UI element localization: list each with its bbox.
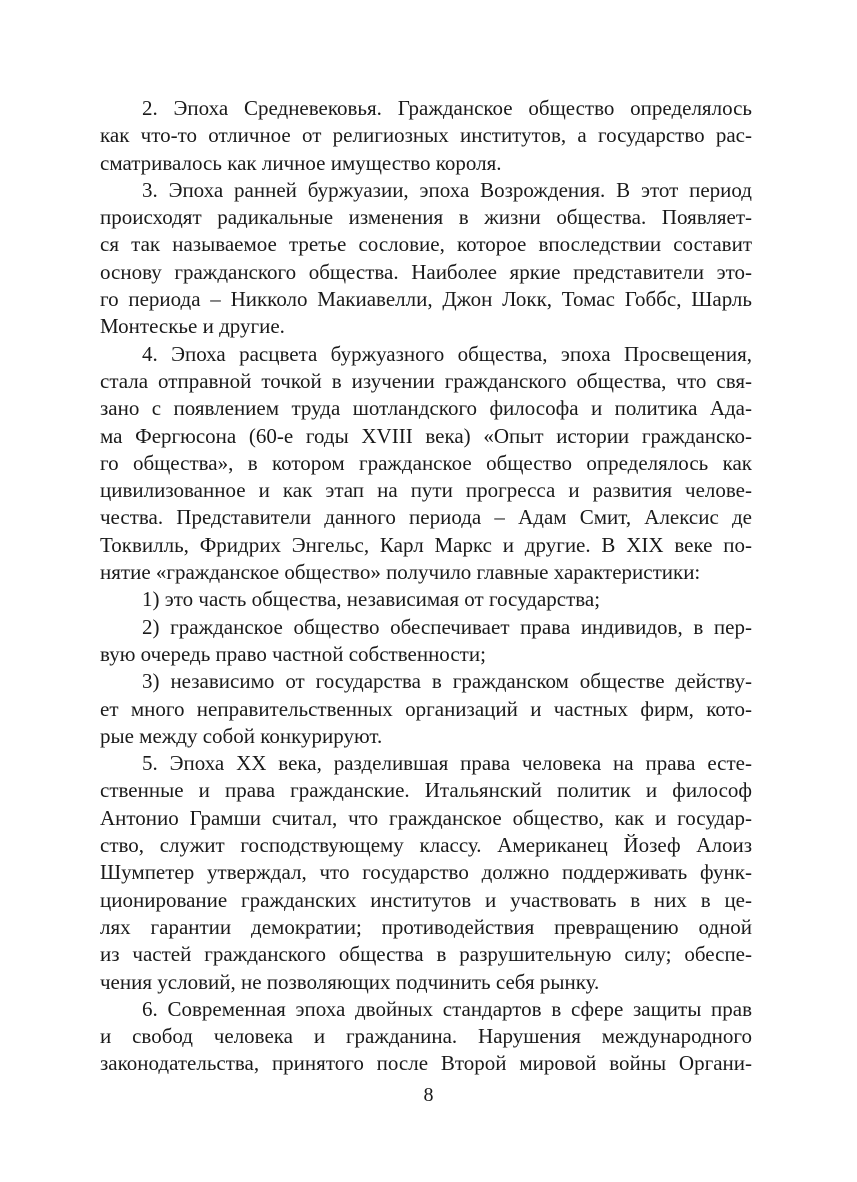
text-line: Антонио Грамши считал, что гражданское общество, как и государ- <box>100 805 752 830</box>
text-line: 3) независимо от государства в гражданском обществе действу- <box>142 669 752 694</box>
text-line: и свобод человека и гражданина. Нарушения международного <box>100 1024 752 1049</box>
text-line: сматривалось как личное имущество короля. <box>100 150 502 175</box>
text-line: ство, служит господствующему классу. Американец Йозеф Алоиз <box>100 833 752 858</box>
text-line: Шумпетер утверждал, что государство должно поддерживать функ- <box>100 860 752 885</box>
text-line: го общества», в котором гражданское общество определялось как <box>100 450 752 475</box>
text-line: стала отправной точкой в изучении гражданского общества, что свя- <box>100 368 752 393</box>
text-line: лях гарантии демократии; противодействия превращению одной <box>100 914 752 939</box>
text-line: 6. Современная эпоха двойных стандартов в сфере защиты прав <box>142 996 752 1021</box>
text-line: 5. Эпоха XX века, разделившая права человека на права есте- <box>142 751 752 776</box>
text-line: как что-то отличное от религиозных институтов, а государство рас- <box>100 123 752 148</box>
text-line: происходят радикальные изменения в жизни общества. Появляет- <box>100 205 752 230</box>
text-line: го периода – Никколо Макиавелли, Джон Локк, Томас Гоббс, Шарль <box>100 287 752 312</box>
text-line: Токвилль, Фридрих Энгельс, Карл Маркс и другие. В XIX веке по- <box>100 532 752 557</box>
paragraph <box>100 668 752 750</box>
text-line: 2. Эпоха Средневековья. Гражданское общество определялось <box>142 96 752 120</box>
text-line: цивилизованное и как этап на пути прогресса и развития челове- <box>100 478 752 503</box>
text-line: ма Фергюсона (60-е годы XVIII века) «Опыт истории гражданско- <box>100 423 752 448</box>
paragraph <box>100 614 752 669</box>
page-number: 8 <box>423 1084 434 1106</box>
text-line: чества. Представители данного периода – Адам Смит, Алексис де <box>100 505 752 530</box>
body-text <box>100 95 752 1078</box>
text-line: из частей гражданского общества в разрушительную силу; обеспе- <box>100 942 752 967</box>
text-line: ционирование гражданских институтов и участвовать в них в це- <box>100 887 752 912</box>
text-line: Монтескье и другие. <box>100 314 285 339</box>
text-line: 1) это часть общества, независимая от государства; <box>142 587 601 612</box>
paragraph <box>100 177 752 341</box>
paragraph <box>100 341 752 587</box>
paragraph <box>100 95 752 177</box>
text-line: рые между собой конкурируют. <box>100 723 383 748</box>
paragraph <box>100 996 752 1078</box>
paragraph <box>100 586 752 613</box>
text-line: ственные и права гражданские. Итальянский политик и философ <box>100 778 752 803</box>
text-line: 4. Эпоха расцвета буржуазного общества, эпоха Просвещения, <box>142 341 752 366</box>
text-line: вую очередь право частной собственности; <box>100 641 486 666</box>
text-line: ся так называемое третье сословие, которое впоследствии составит <box>100 232 752 257</box>
text-line: законодательства, принятого после Второй мировой войны Органи- <box>100 1051 752 1076</box>
text-line: 2) гражданское общество обеспечивает права индивидов, в пер- <box>142 614 752 639</box>
text-line: ет много неправительственных организаций и частных фирм, кото- <box>100 696 752 721</box>
text-line: чения условий, не позволяющих подчинить себя рынку. <box>100 969 600 994</box>
text-line: нятие «гражданское общество» получило главные характеристики: <box>100 560 701 585</box>
text-line: 3. Эпоха ранней буржуазии, эпоха Возрождения. В этот период <box>142 177 752 202</box>
text-line: основу гражданского общества. Наиболее яркие представители это- <box>100 259 752 284</box>
paragraph <box>100 750 752 996</box>
text-line: зано с появлением труда шотландского философа и политика Ада- <box>100 396 752 421</box>
